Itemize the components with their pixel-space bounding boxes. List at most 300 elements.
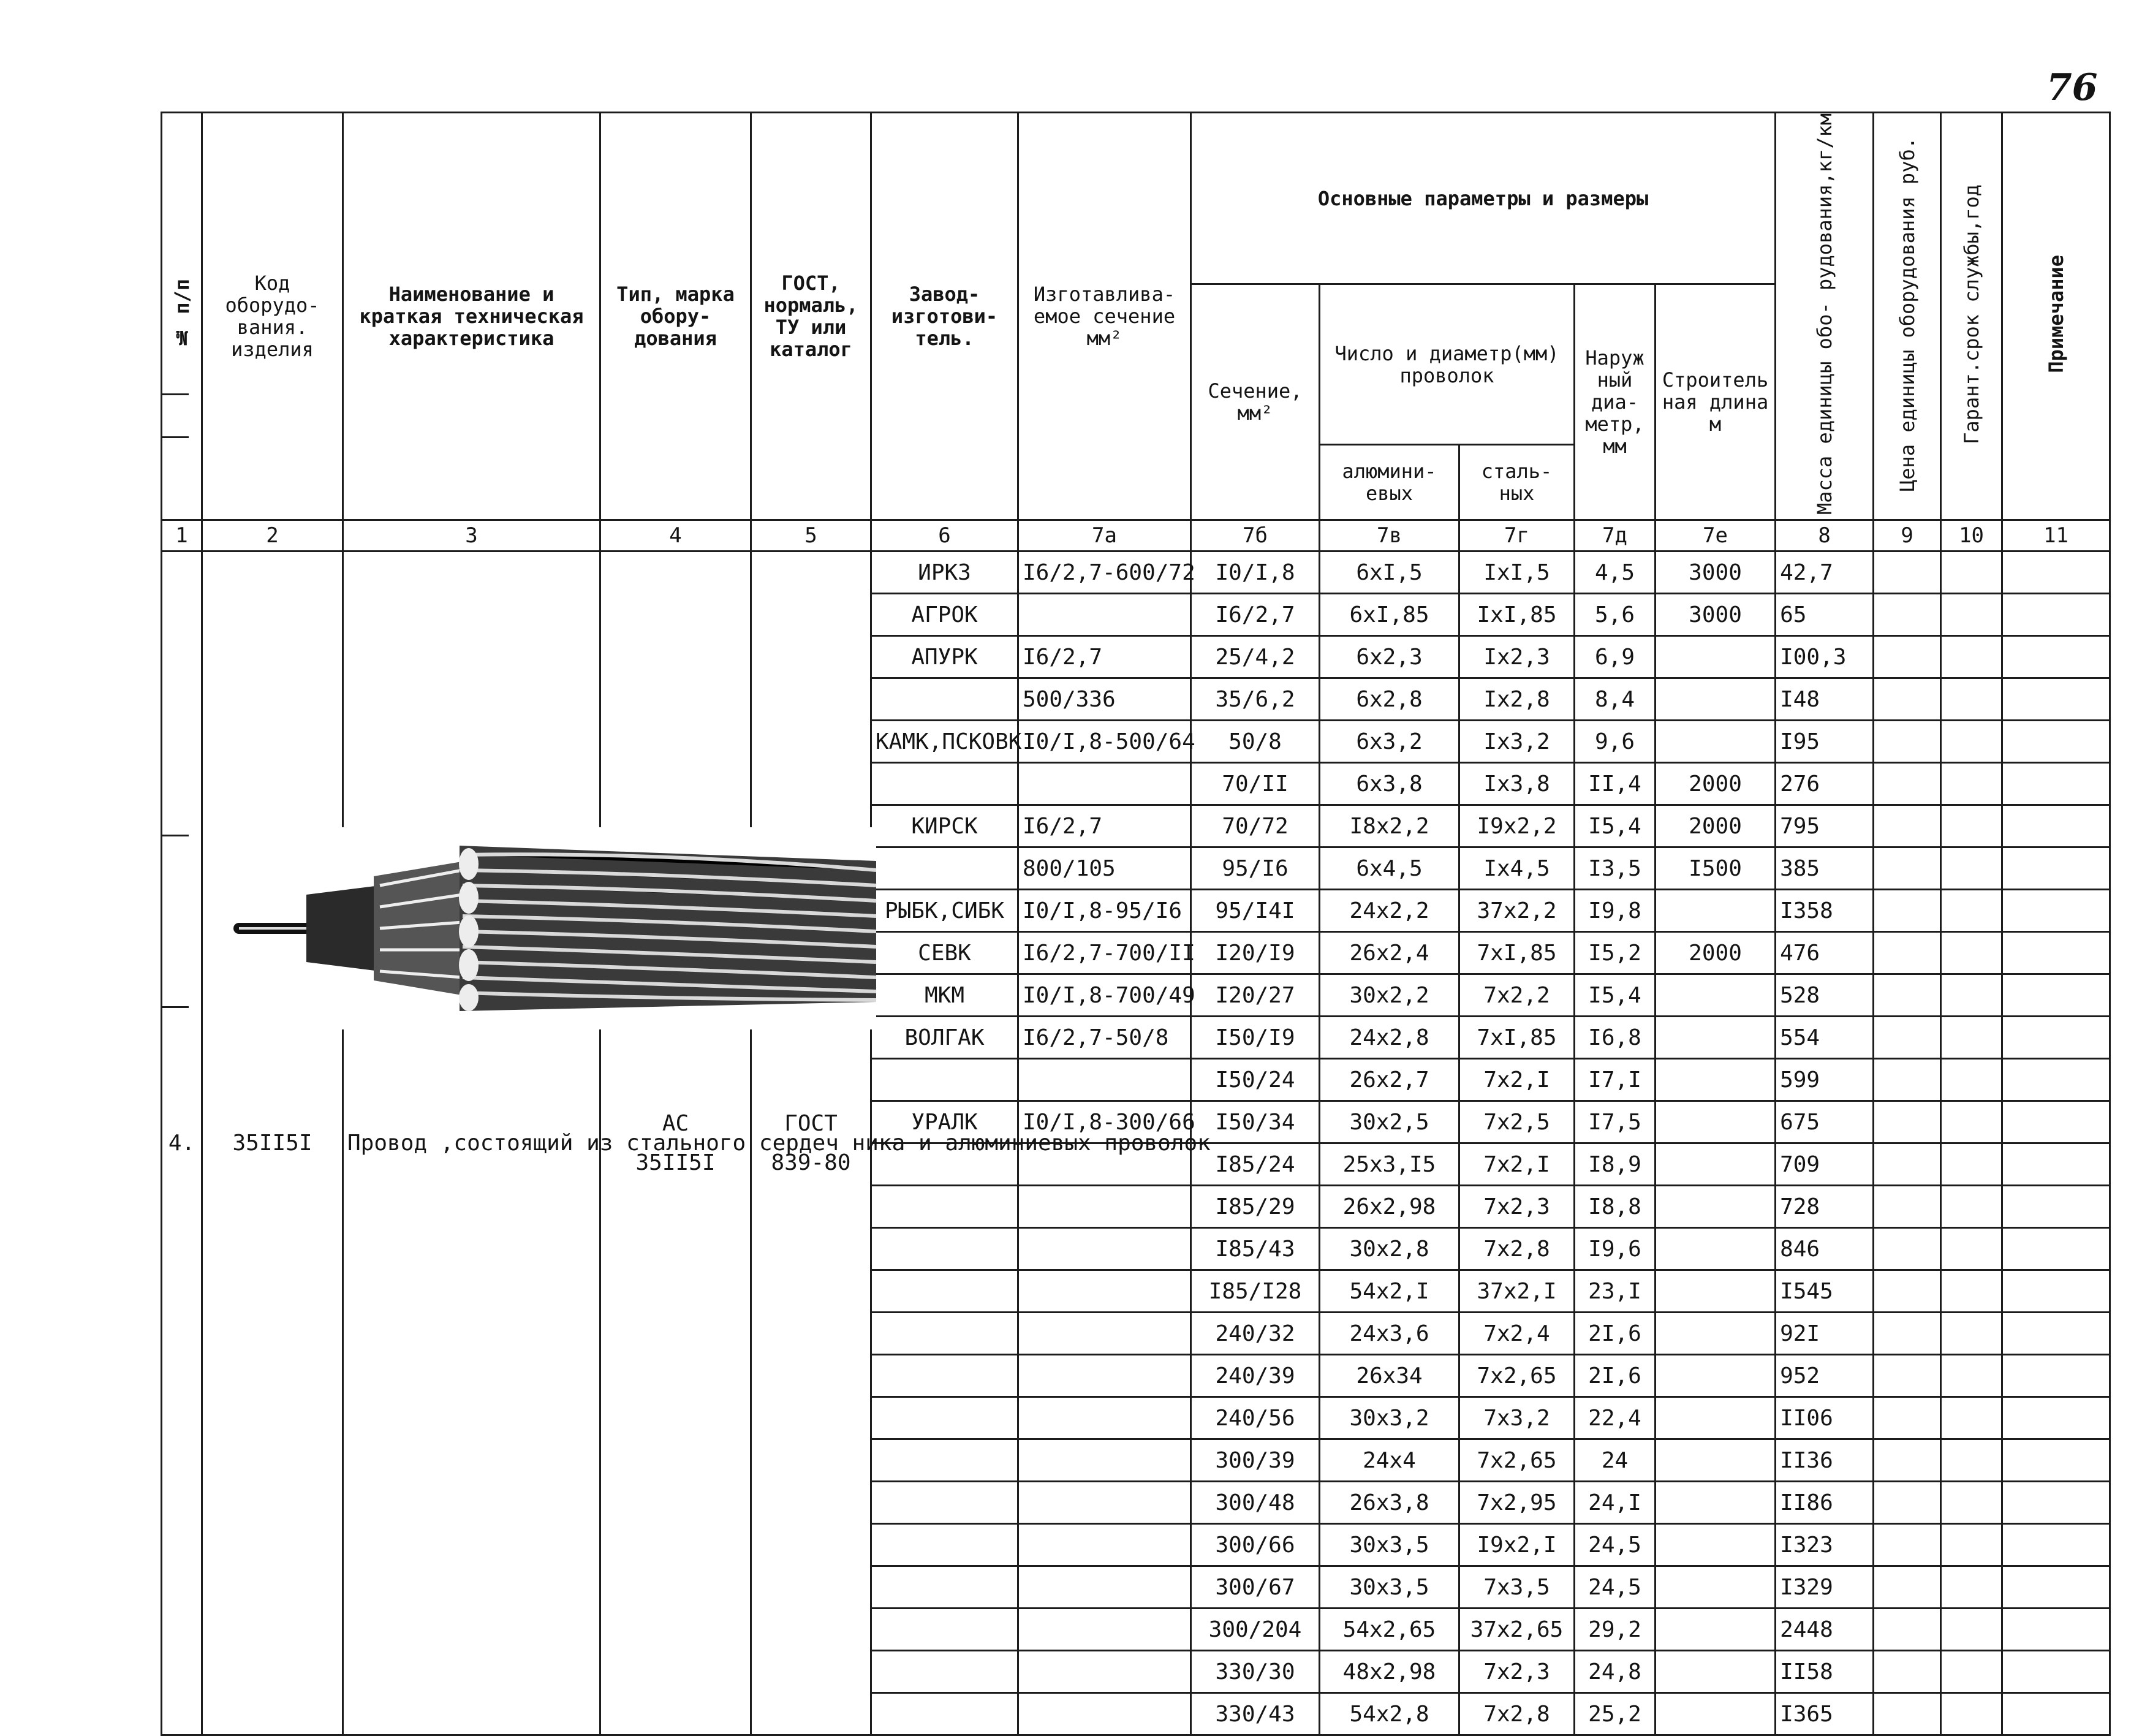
maker-cell: СЕВК bbox=[871, 932, 1018, 974]
note-cell bbox=[2002, 1651, 2110, 1693]
note-cell bbox=[2002, 763, 2110, 805]
warranty-cell bbox=[1941, 1693, 2002, 1735]
section-cell: I50/34 bbox=[1191, 1101, 1320, 1143]
column-number: 7е bbox=[1656, 520, 1776, 552]
build-length-cell bbox=[1656, 1693, 1776, 1735]
outer-diameter-cell: I5,4 bbox=[1575, 974, 1656, 1017]
page-number: 76 bbox=[2046, 66, 2098, 109]
outer-diameter-cell: 8,4 bbox=[1575, 678, 1656, 721]
column-number: 6 bbox=[871, 520, 1018, 552]
section-cell: 70/II bbox=[1191, 763, 1320, 805]
price-cell bbox=[1874, 1439, 1941, 1482]
warranty-cell bbox=[1941, 1355, 2002, 1397]
header-made-section: Изготавлива- емое сечение мм² bbox=[1018, 113, 1191, 520]
header-row bbox=[162, 113, 2110, 284]
warranty-cell bbox=[1941, 1439, 2002, 1482]
outer-diameter-cell: 23,I bbox=[1575, 1270, 1656, 1313]
aluminium-wires-cell: 54x2,65 bbox=[1320, 1609, 1459, 1651]
maker-cell bbox=[871, 1397, 1018, 1439]
outer-diameter-cell: 6,9 bbox=[1575, 636, 1656, 678]
build-length-cell bbox=[1656, 1651, 1776, 1693]
aluminium-wires-cell: 24x2,2 bbox=[1320, 890, 1459, 932]
mass-cell: 846 bbox=[1776, 1228, 1874, 1270]
made-section-cell bbox=[1018, 1439, 1191, 1482]
mass-cell: I48 bbox=[1776, 678, 1874, 721]
table-row bbox=[162, 552, 2110, 594]
warranty-cell bbox=[1941, 678, 2002, 721]
maker-cell: КАМК,ПСКОВК bbox=[871, 721, 1018, 763]
build-length-cell: I500 bbox=[1656, 847, 1776, 890]
made-section-cell bbox=[1018, 1482, 1191, 1524]
price-cell bbox=[1874, 890, 1941, 932]
steel-wires-cell: 37x2,2 bbox=[1459, 890, 1575, 932]
warranty-cell bbox=[1941, 552, 2002, 594]
aluminium-wires-cell: 30x2,2 bbox=[1320, 974, 1459, 1017]
made-section-cell bbox=[1018, 1524, 1191, 1566]
price-cell bbox=[1874, 1566, 1941, 1609]
warranty-cell bbox=[1941, 847, 2002, 890]
header-code: Код оборудо- вания. изделия bbox=[202, 113, 343, 520]
made-section-cell bbox=[1018, 1566, 1191, 1609]
section-cell: I20/I9 bbox=[1191, 932, 1320, 974]
outer-diameter-cell: I9,8 bbox=[1575, 890, 1656, 932]
warranty-cell bbox=[1941, 1482, 2002, 1524]
mass-cell: 528 bbox=[1776, 974, 1874, 1017]
steel-wires-cell: I9x2,2 bbox=[1459, 805, 1575, 847]
outer-diameter-cell: I9,6 bbox=[1575, 1228, 1656, 1270]
item-name-cell: Провод ,состоящий из стального сердеч ника и алюминиевых проволок bbox=[343, 552, 600, 1735]
maker-cell bbox=[871, 1693, 1018, 1735]
column-number: 7б bbox=[1191, 520, 1320, 552]
price-cell bbox=[1874, 1143, 1941, 1186]
price-cell bbox=[1874, 1059, 1941, 1101]
warranty-cell bbox=[1941, 1566, 2002, 1609]
aluminium-wires-cell: 54x2,8 bbox=[1320, 1693, 1459, 1735]
build-length-cell bbox=[1656, 1186, 1776, 1228]
steel-wires-cell: IxI,85 bbox=[1459, 594, 1575, 636]
note-cell bbox=[2002, 805, 2110, 847]
made-section-cell bbox=[1018, 1651, 1191, 1693]
warranty-cell bbox=[1941, 1059, 2002, 1101]
build-length-cell bbox=[1656, 890, 1776, 932]
made-section-cell: 500/336 bbox=[1018, 678, 1191, 721]
steel-wires-cell: 7x2,8 bbox=[1459, 1693, 1575, 1735]
warranty-cell bbox=[1941, 1017, 2002, 1059]
section-cell: 240/39 bbox=[1191, 1355, 1320, 1397]
note-cell bbox=[2002, 1609, 2110, 1651]
steel-wires-cell: 7xI,85 bbox=[1459, 932, 1575, 974]
section-cell: 300/67 bbox=[1191, 1566, 1320, 1609]
outer-diameter-cell: 4,5 bbox=[1575, 552, 1656, 594]
mass-cell: II58 bbox=[1776, 1651, 1874, 1693]
mass-cell: 675 bbox=[1776, 1101, 1874, 1143]
maker-cell bbox=[871, 1651, 1018, 1693]
aluminium-wires-cell: 6x3,8 bbox=[1320, 763, 1459, 805]
build-length-cell bbox=[1656, 1355, 1776, 1397]
made-section-cell bbox=[1018, 1355, 1191, 1397]
made-section-cell bbox=[1018, 1313, 1191, 1355]
warranty-cell bbox=[1941, 1270, 2002, 1313]
made-section-cell: I6/2,7-50/8 bbox=[1018, 1017, 1191, 1059]
margin-tick bbox=[161, 1006, 189, 1008]
steel-wires-cell: 7x3,2 bbox=[1459, 1397, 1575, 1439]
warranty-cell bbox=[1941, 763, 2002, 805]
build-length-cell bbox=[1656, 1228, 1776, 1270]
outer-diameter-cell: 2I,6 bbox=[1575, 1355, 1656, 1397]
header-outer-diameter: Наруж ный диа- метр, мм bbox=[1575, 284, 1656, 520]
steel-wires-cell: 7x2,8 bbox=[1459, 1228, 1575, 1270]
steel-wires-cell: 7x2,3 bbox=[1459, 1651, 1575, 1693]
made-section-cell bbox=[1018, 1228, 1191, 1270]
price-cell bbox=[1874, 721, 1941, 763]
outer-diameter-cell: I5,4 bbox=[1575, 805, 1656, 847]
price-cell bbox=[1874, 1693, 1941, 1735]
warranty-cell bbox=[1941, 890, 2002, 932]
build-length-cell bbox=[1656, 678, 1776, 721]
price-cell bbox=[1874, 1355, 1941, 1397]
price-cell bbox=[1874, 1101, 1941, 1143]
made-section-cell bbox=[1018, 1397, 1191, 1439]
mass-cell: I358 bbox=[1776, 890, 1874, 932]
note-cell bbox=[2002, 890, 2110, 932]
steel-wires-cell: 7x3,5 bbox=[1459, 1566, 1575, 1609]
outer-diameter-cell: 29,2 bbox=[1575, 1609, 1656, 1651]
made-section-cell: I6/2,7-600/72 bbox=[1018, 552, 1191, 594]
note-cell bbox=[2002, 1355, 2110, 1397]
section-cell: 50/8 bbox=[1191, 721, 1320, 763]
made-section-cell: I0/I,8-300/66 bbox=[1018, 1101, 1191, 1143]
made-section-cell: I6/2,7 bbox=[1018, 805, 1191, 847]
maker-cell bbox=[871, 1355, 1018, 1397]
price-cell bbox=[1874, 763, 1941, 805]
warranty-cell bbox=[1941, 932, 2002, 974]
section-cell: 70/72 bbox=[1191, 805, 1320, 847]
column-number: 7г bbox=[1459, 520, 1575, 552]
steel-wires-cell: 7x2,95 bbox=[1459, 1482, 1575, 1524]
margin-tick bbox=[161, 393, 189, 395]
made-section-cell bbox=[1018, 1186, 1191, 1228]
steel-wires-cell: I9x2,I bbox=[1459, 1524, 1575, 1566]
maker-cell: ВОЛГАК bbox=[871, 1017, 1018, 1059]
note-cell bbox=[2002, 1482, 2110, 1524]
note-cell bbox=[2002, 1228, 2110, 1270]
build-length-cell bbox=[1656, 636, 1776, 678]
margin-tick bbox=[161, 835, 189, 836]
outer-diameter-cell: 24 bbox=[1575, 1439, 1656, 1482]
header-section: Сечение, мм² bbox=[1191, 284, 1320, 520]
made-section-cell bbox=[1018, 1609, 1191, 1651]
steel-wires-cell: 7x2,2 bbox=[1459, 974, 1575, 1017]
steel-wires-cell: 7x2,3 bbox=[1459, 1186, 1575, 1228]
item-gost-label: ГОСТ bbox=[784, 1110, 838, 1136]
maker-cell bbox=[871, 1270, 1018, 1313]
header-wires-group: Число и диаметр(мм) проволок bbox=[1320, 284, 1575, 445]
section-cell: 300/66 bbox=[1191, 1524, 1320, 1566]
made-section-cell: I0/I,8-500/64 bbox=[1018, 721, 1191, 763]
note-cell bbox=[2002, 1397, 2110, 1439]
price-cell bbox=[1874, 678, 1941, 721]
aluminium-wires-cell: 6x4,5 bbox=[1320, 847, 1459, 890]
item-type-code: 35II5I bbox=[635, 1150, 716, 1175]
outer-diameter-cell: 2I,6 bbox=[1575, 1313, 1656, 1355]
mass-cell: 728 bbox=[1776, 1186, 1874, 1228]
aluminium-wires-cell: 6x2,8 bbox=[1320, 678, 1459, 721]
warranty-cell bbox=[1941, 974, 2002, 1017]
cable-illustration bbox=[233, 827, 876, 1029]
maker-cell bbox=[871, 1482, 1018, 1524]
mass-cell: I323 bbox=[1776, 1524, 1874, 1566]
maker-cell: АПУРК bbox=[871, 636, 1018, 678]
note-cell bbox=[2002, 636, 2110, 678]
price-cell bbox=[1874, 974, 1941, 1017]
maker-cell bbox=[871, 1566, 1018, 1609]
mass-cell: 65 bbox=[1776, 594, 1874, 636]
note-cell bbox=[2002, 678, 2110, 721]
aluminium-wires-cell: 26x3,8 bbox=[1320, 1482, 1459, 1524]
build-length-cell bbox=[1656, 1017, 1776, 1059]
section-cell: 240/56 bbox=[1191, 1397, 1320, 1439]
steel-wires-cell: 7x2,4 bbox=[1459, 1313, 1575, 1355]
note-cell bbox=[2002, 847, 2110, 890]
outer-diameter-cell: 24,5 bbox=[1575, 1566, 1656, 1609]
outer-diameter-cell: 9,6 bbox=[1575, 721, 1656, 763]
aluminium-wires-cell: 6x3,2 bbox=[1320, 721, 1459, 763]
maker-cell bbox=[871, 1524, 1018, 1566]
outer-diameter-cell: I7,5 bbox=[1575, 1101, 1656, 1143]
aluminium-wires-cell: 54x2,I bbox=[1320, 1270, 1459, 1313]
note-cell bbox=[2002, 1270, 2110, 1313]
column-number: 2 bbox=[202, 520, 343, 552]
mass-cell: I00,3 bbox=[1776, 636, 1874, 678]
aluminium-wires-cell: 30x2,5 bbox=[1320, 1101, 1459, 1143]
price-cell bbox=[1874, 1482, 1941, 1524]
section-cell: I85/43 bbox=[1191, 1228, 1320, 1270]
aluminium-wires-cell: 6x2,3 bbox=[1320, 636, 1459, 678]
outer-diameter-cell: 24,8 bbox=[1575, 1651, 1656, 1693]
section-cell: 330/30 bbox=[1191, 1651, 1320, 1693]
column-number: 7д bbox=[1575, 520, 1656, 552]
outer-diameter-cell: 24,5 bbox=[1575, 1524, 1656, 1566]
build-length-cell bbox=[1656, 1524, 1776, 1566]
outer-diameter-cell: I8,9 bbox=[1575, 1143, 1656, 1186]
note-cell bbox=[2002, 721, 2110, 763]
section-cell: 330/43 bbox=[1191, 1693, 1320, 1735]
section-cell: I50/I9 bbox=[1191, 1017, 1320, 1059]
section-cell: 300/204 bbox=[1191, 1609, 1320, 1651]
steel-wires-cell: Ix3,2 bbox=[1459, 721, 1575, 763]
outer-diameter-cell: 25,2 bbox=[1575, 1693, 1656, 1735]
build-length-cell bbox=[1656, 1397, 1776, 1439]
column-number: 4 bbox=[600, 520, 751, 552]
aluminium-wires-cell: 6xI,5 bbox=[1320, 552, 1459, 594]
aluminium-wires-cell: 30x3,2 bbox=[1320, 1397, 1459, 1439]
note-cell bbox=[2002, 1059, 2110, 1101]
column-number: 11 bbox=[2002, 520, 2110, 552]
build-length-cell: 3000 bbox=[1656, 552, 1776, 594]
mass-cell: 709 bbox=[1776, 1143, 1874, 1186]
maker-cell: АГРОК bbox=[871, 594, 1018, 636]
column-number: 7в bbox=[1320, 520, 1459, 552]
price-cell bbox=[1874, 1524, 1941, 1566]
header-note: Примечание bbox=[2002, 113, 2110, 520]
build-length-cell bbox=[1656, 1609, 1776, 1651]
build-length-cell: 2000 bbox=[1656, 763, 1776, 805]
mass-cell: 554 bbox=[1776, 1017, 1874, 1059]
item-number-cell: 4. bbox=[162, 552, 202, 1735]
outer-diameter-cell: I5,2 bbox=[1575, 932, 1656, 974]
aluminium-wires-cell: 24x3,6 bbox=[1320, 1313, 1459, 1355]
aluminium-wires-cell: 26x2,98 bbox=[1320, 1186, 1459, 1228]
maker-cell: МКМ bbox=[871, 974, 1018, 1017]
build-length-cell: 2000 bbox=[1656, 932, 1776, 974]
section-cell: 300/48 bbox=[1191, 1482, 1320, 1524]
maker-cell bbox=[871, 1228, 1018, 1270]
price-cell bbox=[1874, 1609, 1941, 1651]
header-gost: ГОСТ, нормаль, ТУ или каталог bbox=[751, 113, 871, 520]
build-length-cell bbox=[1656, 1313, 1776, 1355]
mass-cell: 276 bbox=[1776, 763, 1874, 805]
mass-cell: I365 bbox=[1776, 1693, 1874, 1735]
made-section-cell: I6/2,7 bbox=[1018, 636, 1191, 678]
column-number: 8 bbox=[1776, 520, 1874, 552]
warranty-cell bbox=[1941, 721, 2002, 763]
maker-cell: УРАЛК bbox=[871, 1101, 1018, 1143]
build-length-cell bbox=[1656, 1143, 1776, 1186]
steel-wires-cell: Ix2,3 bbox=[1459, 636, 1575, 678]
aluminium-wires-cell: 24x2,8 bbox=[1320, 1017, 1459, 1059]
column-number-row bbox=[162, 520, 2110, 552]
maker-cell bbox=[871, 1439, 1018, 1482]
warranty-cell bbox=[1941, 1101, 2002, 1143]
steel-wires-cell: 7x2,65 bbox=[1459, 1439, 1575, 1482]
note-cell bbox=[2002, 974, 2110, 1017]
warranty-cell bbox=[1941, 636, 2002, 678]
section-cell: 95/I4I bbox=[1191, 890, 1320, 932]
header-params-group: Основные параметры и размеры bbox=[1191, 113, 1776, 284]
price-cell bbox=[1874, 1313, 1941, 1355]
aluminium-wires-cell: 6xI,85 bbox=[1320, 594, 1459, 636]
steel-wires-cell: 7x2,65 bbox=[1459, 1355, 1575, 1397]
build-length-cell bbox=[1656, 1439, 1776, 1482]
build-length-cell: 2000 bbox=[1656, 805, 1776, 847]
section-cell: I20/27 bbox=[1191, 974, 1320, 1017]
warranty-cell bbox=[1941, 805, 2002, 847]
outer-diameter-cell: I6,8 bbox=[1575, 1017, 1656, 1059]
section-cell: I85/I28 bbox=[1191, 1270, 1320, 1313]
mass-cell: I329 bbox=[1776, 1566, 1874, 1609]
build-length-cell bbox=[1656, 1566, 1776, 1609]
build-length-cell bbox=[1656, 1059, 1776, 1101]
header-mass: Масса единицы обо- рудования,кг/км bbox=[1776, 113, 1874, 520]
steel-wires-cell: IxI,5 bbox=[1459, 552, 1575, 594]
warranty-cell bbox=[1941, 1186, 2002, 1228]
warranty-cell bbox=[1941, 1609, 2002, 1651]
column-number: 3 bbox=[343, 520, 600, 552]
section-cell: I85/29 bbox=[1191, 1186, 1320, 1228]
section-cell: 300/39 bbox=[1191, 1439, 1320, 1482]
column-number: 9 bbox=[1874, 520, 1941, 552]
maker-cell bbox=[871, 678, 1018, 721]
header-maker: Завод- изготови- тель. bbox=[871, 113, 1018, 520]
steel-wires-cell: 37x2,I bbox=[1459, 1270, 1575, 1313]
made-section-cell: 800/105 bbox=[1018, 847, 1191, 890]
mass-cell: 952 bbox=[1776, 1355, 1874, 1397]
price-cell bbox=[1874, 847, 1941, 890]
aluminium-wires-cell: I8x2,2 bbox=[1320, 805, 1459, 847]
price-cell bbox=[1874, 594, 1941, 636]
price-cell bbox=[1874, 1397, 1941, 1439]
note-cell bbox=[2002, 1101, 2110, 1143]
section-cell: I50/24 bbox=[1191, 1059, 1320, 1101]
note-cell bbox=[2002, 1439, 2110, 1482]
section-cell: 240/32 bbox=[1191, 1313, 1320, 1355]
note-cell bbox=[2002, 932, 2110, 974]
mass-cell: 92I bbox=[1776, 1313, 1874, 1355]
column-number: 5 bbox=[751, 520, 871, 552]
header-aluminium: алюмини- евых bbox=[1320, 445, 1459, 520]
price-cell bbox=[1874, 805, 1941, 847]
price-cell bbox=[1874, 932, 1941, 974]
steel-wires-cell: 7x2,I bbox=[1459, 1059, 1575, 1101]
mass-cell: 599 bbox=[1776, 1059, 1874, 1101]
build-length-cell: 3000 bbox=[1656, 594, 1776, 636]
header-name: Наименование и краткая техническая характеристика bbox=[343, 113, 600, 520]
aluminium-wires-cell: 24x4 bbox=[1320, 1439, 1459, 1482]
section-cell: 35/6,2 bbox=[1191, 678, 1320, 721]
aluminium-wires-cell: 26x34 bbox=[1320, 1355, 1459, 1397]
section-cell: I0/I,8 bbox=[1191, 552, 1320, 594]
aluminium-wires-cell: 25x3,I5 bbox=[1320, 1143, 1459, 1186]
warranty-cell bbox=[1941, 1524, 2002, 1566]
note-cell bbox=[2002, 1693, 2110, 1735]
steel-wires-cell: 7x2,I bbox=[1459, 1143, 1575, 1186]
maker-cell bbox=[871, 763, 1018, 805]
steel-wires-cell: Ix2,8 bbox=[1459, 678, 1575, 721]
warranty-cell bbox=[1941, 1651, 2002, 1693]
note-cell bbox=[2002, 1186, 2110, 1228]
outer-diameter-cell: 5,6 bbox=[1575, 594, 1656, 636]
column-number: 10 bbox=[1941, 520, 2002, 552]
warranty-cell bbox=[1941, 1397, 2002, 1439]
outer-diameter-cell: 22,4 bbox=[1575, 1397, 1656, 1439]
mass-cell: I95 bbox=[1776, 721, 1874, 763]
item-gost-number: 839-80 bbox=[771, 1150, 851, 1175]
note-cell bbox=[2002, 1143, 2110, 1186]
maker-cell bbox=[871, 1609, 1018, 1651]
warranty-cell bbox=[1941, 594, 2002, 636]
note-cell bbox=[2002, 552, 2110, 594]
outer-diameter-cell: I7,I bbox=[1575, 1059, 1656, 1101]
note-cell bbox=[2002, 1566, 2110, 1609]
maker-cell bbox=[871, 1313, 1018, 1355]
header-num: № п/п bbox=[162, 113, 202, 520]
steel-wires-cell: Ix4,5 bbox=[1459, 847, 1575, 890]
mass-cell: 795 bbox=[1776, 805, 1874, 847]
aluminium-wires-cell: 30x2,8 bbox=[1320, 1228, 1459, 1270]
header-build-length: Строитель ная длина м bbox=[1656, 284, 1776, 520]
outer-diameter-cell: 24,I bbox=[1575, 1482, 1656, 1524]
build-length-cell bbox=[1656, 1270, 1776, 1313]
aluminium-wires-cell: 48x2,98 bbox=[1320, 1651, 1459, 1693]
steel-wires-cell: Ix3,8 bbox=[1459, 763, 1575, 805]
mass-cell: 42,7 bbox=[1776, 552, 1874, 594]
header-price: Цена единицы оборудования руб. bbox=[1874, 113, 1941, 520]
mass-cell: 385 bbox=[1776, 847, 1874, 890]
note-cell bbox=[2002, 1313, 2110, 1355]
price-cell bbox=[1874, 1270, 1941, 1313]
price-cell bbox=[1874, 1017, 1941, 1059]
maker-cell bbox=[871, 847, 1018, 890]
